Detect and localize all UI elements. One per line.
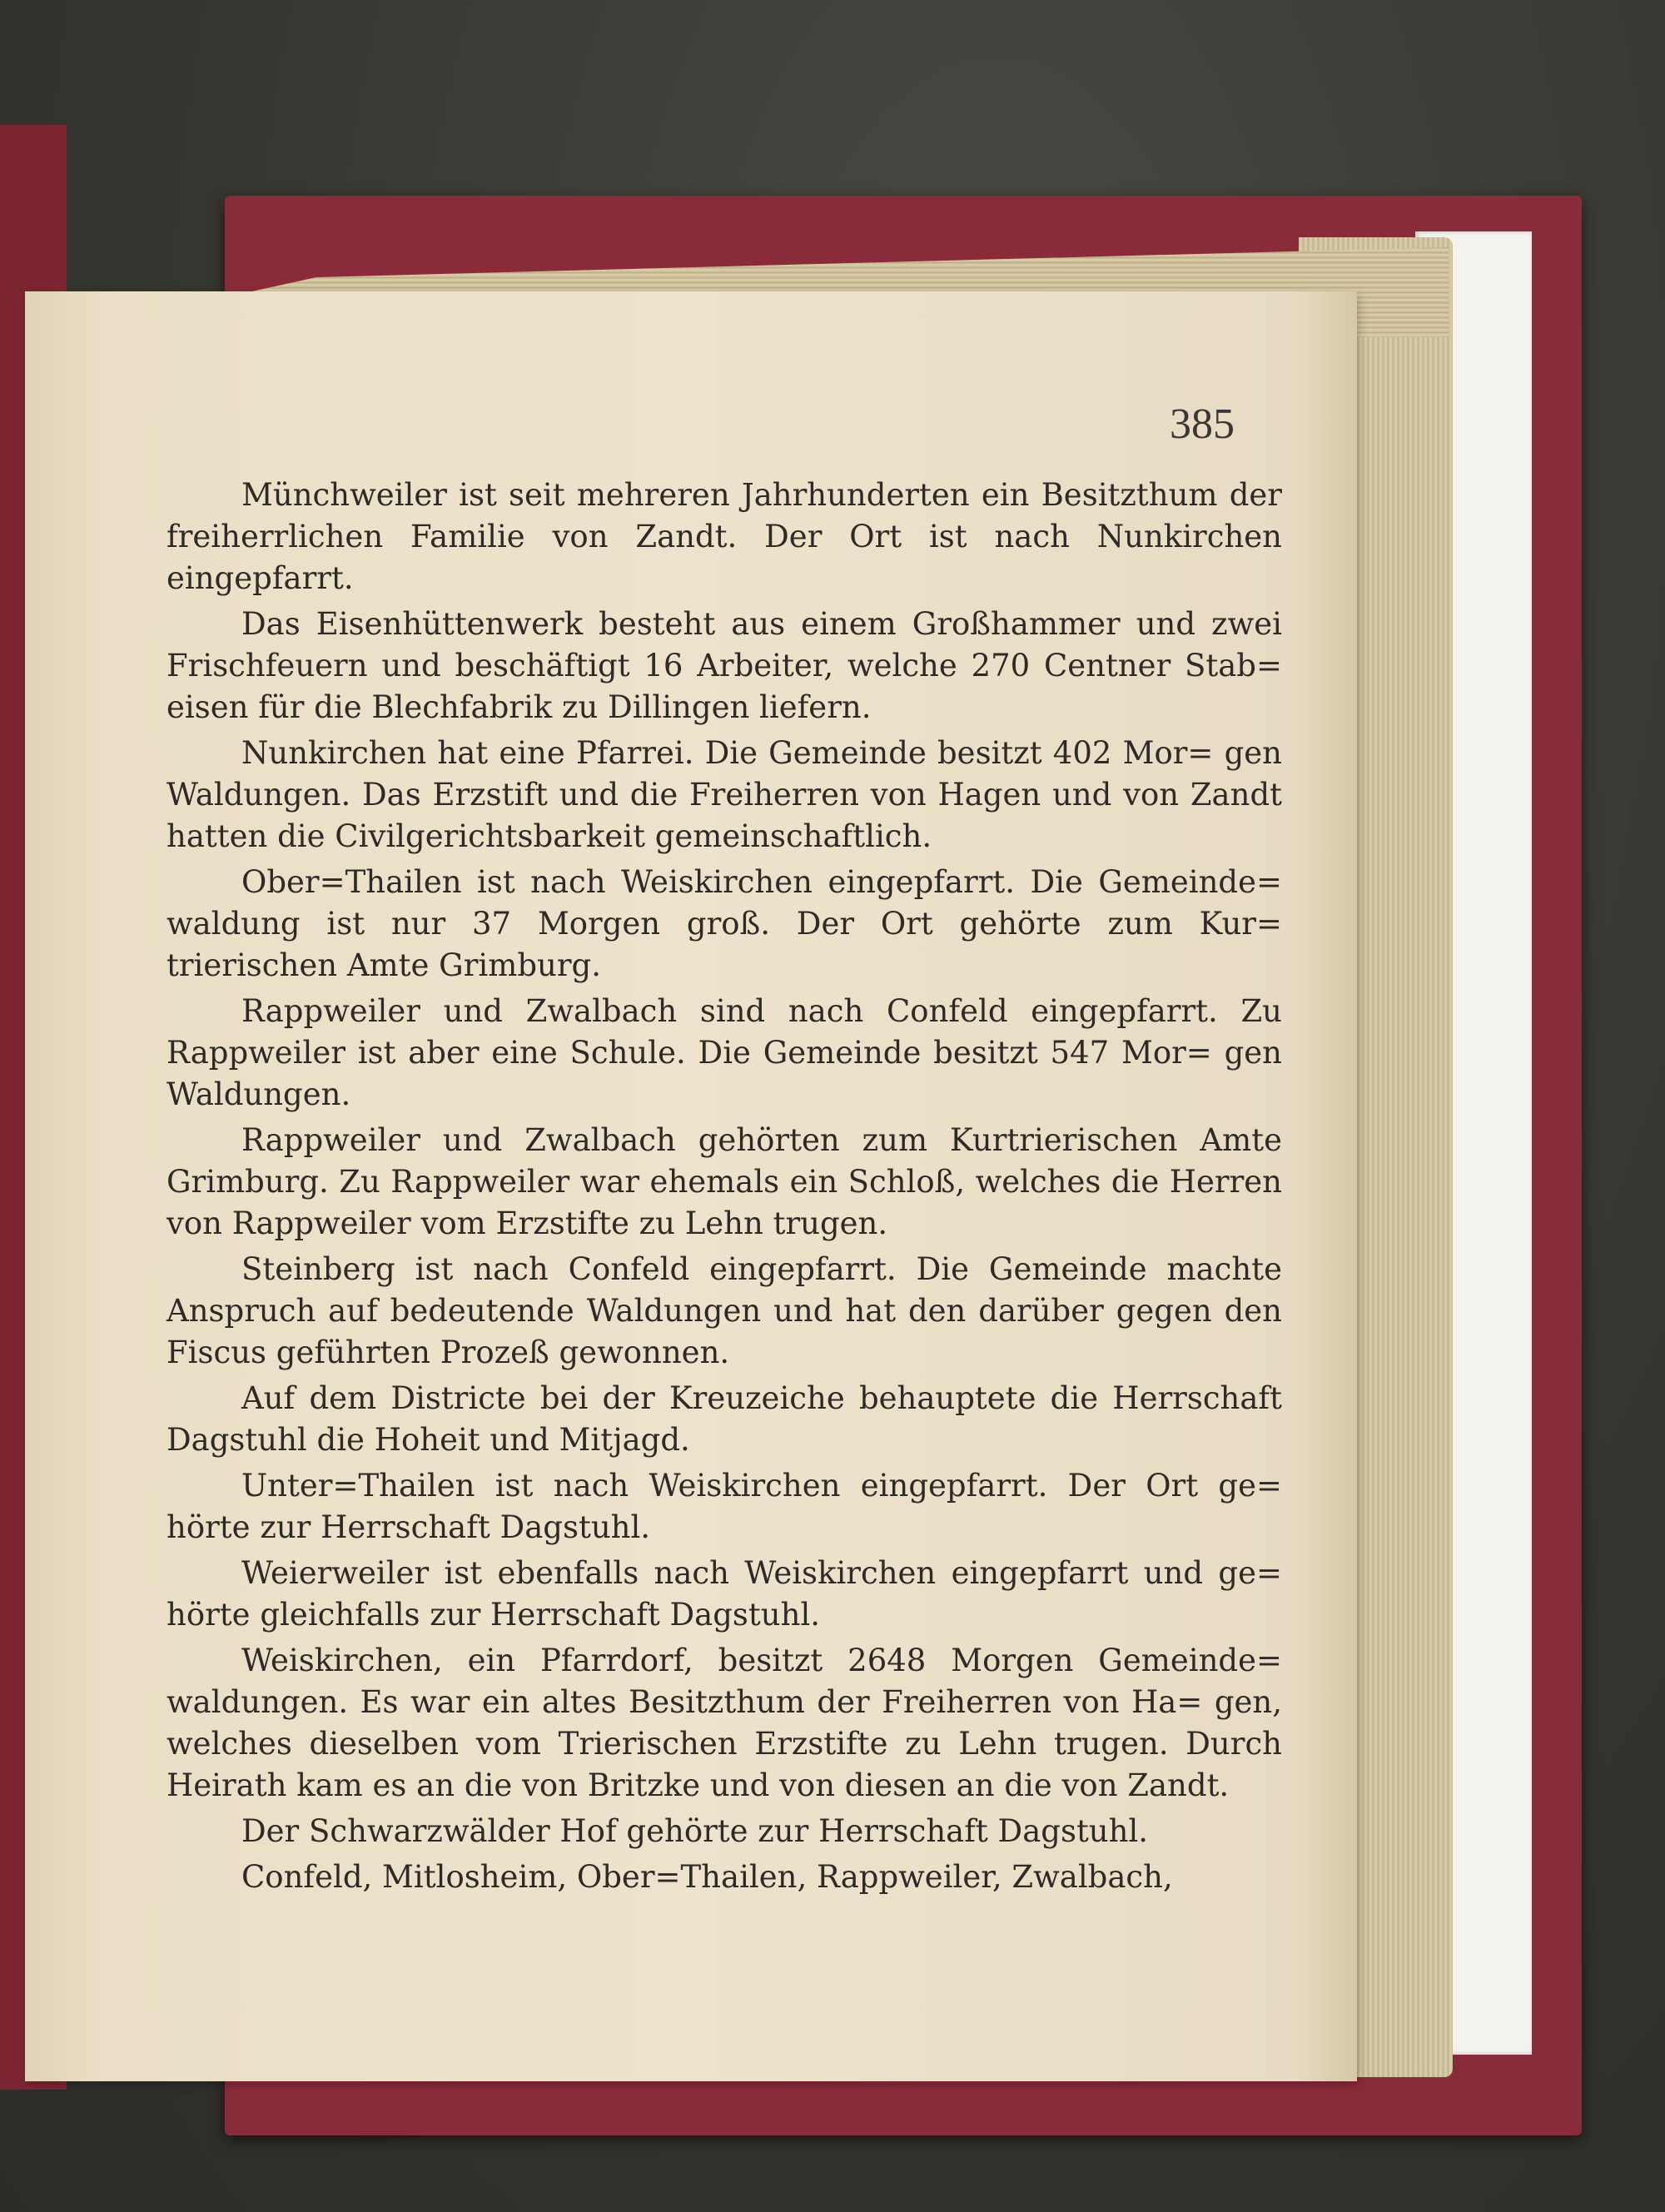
paragraph: Unter=Thailen ist nach Weiskirchen eingepfarrt. Der Ort ge= hörte zur Herrschaft Dagstuhl. [166, 1468, 1282, 1545]
paragraph: Münchweiler ist seit mehreren Jahrhunderten ein Besitzthum der freiherrlichen Familie von Zandt. Der Ort ist nach Nunkirchen eingepfarrt. [166, 477, 1282, 596]
paragraph: Ober=Thailen ist nach Weiskirchen eingepfarrt. Die Gemeinde= waldung ist nur 37 Morgen groß. Der Ort gehörte zum Kur= trierischen Amte Grimburg. [166, 864, 1282, 983]
paragraph: Der Schwarzwälder Hof gehörte zur Herrschaft Dagstuhl. [241, 1813, 1149, 1849]
paragraph: Das Eisenhüttenwerk besteht aus einem Großhammer und zwei Frischfeuern und beschäftigt 16 Arbeiter, welche 270 Centner Stab= eisen für die Blechfabrik zu Dillingen liefern. [166, 606, 1282, 725]
page-text [166, 475, 1282, 1898]
paragraph: Rappweiler und Zwalbach sind nach Confeld eingepfarrt. Zu Rappweiler ist aber eine Schule. Die Gemeinde besitzt 547 Mor= gen Waldungen. [166, 993, 1282, 1112]
paragraph: Weiskirchen, ein Pfarrdorf, besitzt 2648 Morgen Gemeinde= waldungen. Es war ein altes Besitzthum der Freiherren von Ha= gen, welches dieselben vom Trierischen Erzstifte zu Lehn trugen. Durch Heirath kam es an die von Britzke und von diesen an die von Zandt. [166, 1643, 1282, 1803]
paragraph: Rappweiler und Zwalbach gehörten zum Kurtrierischen Amte Grimburg. Zu Rappweiler war ehemals ein Schloß, welches die Herren von Rappweiler vom Erzstifte zu Lehn trugen. [166, 1122, 1282, 1241]
page-number: 385 [1170, 400, 1235, 448]
paragraph: Nunkirchen hat eine Pfarrei. Die Gemeinde besitzt 402 Mor= gen Waldungen. Das Erzstift und die Freiherren von Hagen und von Zandt hatten die Civilgerichtsbarkeit gemeinschaftlich. [166, 735, 1282, 854]
paragraph: Auf dem Districte bei der Kreuzeiche behauptete die Herrschaft Dagstuhl die Hoheit und Mitjagd. [166, 1380, 1282, 1458]
paragraph: Steinberg ist nach Confeld eingepfarrt. Die Gemeinde machte Anspruch auf bedeutende Waldungen und hat den darüber gegen den Fiscus geführten Prozeß gewonnen. [166, 1251, 1282, 1370]
paragraph: Weierweiler ist ebenfalls nach Weiskirchen eingepfarrt und ge= hörte gleichfalls zur Herrschaft Dagstuhl. [166, 1555, 1282, 1633]
paragraph: Confeld, Mitlosheim, Ober=Thailen, Rappweiler, Zwalbach, [241, 1859, 1173, 1895]
